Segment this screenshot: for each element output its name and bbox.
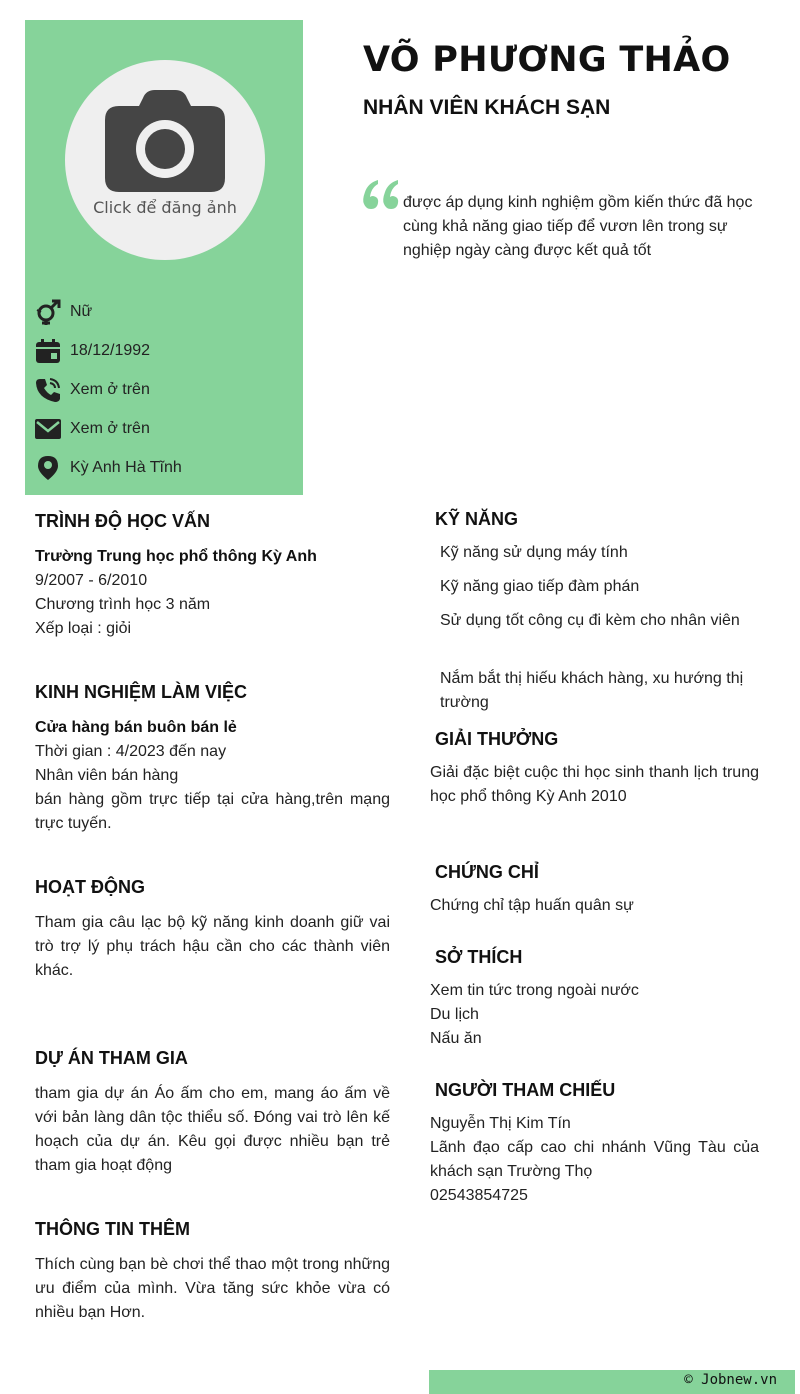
camera-icon — [105, 88, 225, 194]
photo-upload[interactable] — [65, 60, 265, 260]
footer-credit: © Jobnew.vn — [684, 1372, 777, 1388]
activities-text: Tham gia câu lạc bộ kỹ năng kinh doanh giữ vai trò trợ lý phụ trách hậu cần cho các thành viên khác. — [35, 914, 390, 979]
email-icon — [35, 416, 61, 442]
email-text: Xem ở trên — [70, 420, 150, 437]
reference-role: Lãnh đạo cấp cao chi nhánh Vũng Tàu của khách sạn Trường Thọ — [430, 1139, 759, 1180]
projects-title: DỰ ÁN THAM GIA — [35, 1048, 188, 1068]
location-icon — [35, 455, 61, 481]
references-title: NGƯỜI THAM CHIẾU — [435, 1080, 616, 1100]
candidate-name: VÕ PHƯƠNG THẢO — [363, 40, 731, 80]
experience-section — [35, 716, 390, 836]
education-title: TRÌNH ĐỘ HỌC VẤN — [35, 511, 210, 531]
hobby-item: Xem tin tức trong ngoài nước — [430, 982, 639, 999]
birthday-text: 18/12/1992 — [70, 342, 151, 359]
hobby-item: Du lịch — [430, 1006, 479, 1023]
education-school: Trường Trung học phổ thông Kỳ Anh — [35, 548, 317, 565]
education-grade: Xếp loại : giỏi — [35, 620, 132, 637]
photo-upload-label: Click để đăng ảnh — [93, 198, 237, 217]
footer-bar — [429, 1370, 795, 1394]
gender-icon — [35, 299, 61, 325]
hobbies-list — [430, 979, 759, 1051]
phone-text: Xem ở trên — [70, 381, 150, 398]
skills-title: KỸ NĂNG — [435, 509, 519, 529]
skill-item: Kỹ năng sử dụng máy tính — [440, 544, 628, 561]
certificates-title: CHỨNG CHỈ — [435, 862, 539, 882]
experience-time: Thời gian : 4/2023 đến nay — [35, 743, 227, 760]
birthday-row — [35, 337, 150, 365]
job-title: NHÂN VIÊN KHÁCH SẠN — [363, 96, 611, 119]
projects-text: tham gia dự án Áo ấm cho em, mang áo ấm về với bản làng dân tộc thiểu số. Đóng vai trò lên kế hoạch của dự án. Kêu gọi được nhiều bạn trẻ tham gia hoạt động — [35, 1085, 390, 1174]
extra-info-text: Thích cùng bạn bè chơi thể thao một trong những ưu điểm của mình. Vừa tăng sức khỏe vừa có nhiều bạn Hơn. — [35, 1256, 390, 1321]
experience-company: Cửa hàng bán buôn bán lẻ — [35, 719, 237, 736]
certificates-text: Chứng chỉ tập huấn quân sự — [430, 897, 634, 914]
awards-text: Giải đặc biệt cuộc thi học sinh thanh lịch trung học phổ thông Kỳ Anh 2010 — [430, 764, 759, 805]
experience-description: bán hàng gồm trực tiếp tại cửa hàng,trên mạng trực tuyến. — [35, 791, 390, 832]
experience-title: KINH NGHIỆM LÀM VIỆC — [35, 682, 248, 702]
hobbies-title: SỞ THÍCH — [435, 947, 523, 967]
education-period: 9/2007 - 6/2010 — [35, 572, 148, 589]
reference-name: Nguyễn Thị Kim Tín — [430, 1115, 571, 1132]
career-objective: được áp dụng kinh nghiệm gồm kiến thức đã học cùng khả năng giao tiếp để vươn lên trong sự nghiệp ngày càng được kết quả tốt — [403, 194, 753, 259]
references-section — [430, 1112, 759, 1208]
phone-row — [35, 376, 150, 404]
address-row — [35, 454, 182, 482]
phone-icon — [35, 377, 61, 403]
skill-item: Nắm bắt thị hiếu khách hàng, xu hướng thị trường — [440, 670, 744, 711]
quote-icon — [362, 178, 400, 210]
awards-title: GIẢI THƯỞNG — [435, 729, 559, 749]
hobby-item: Nấu ăn — [430, 1030, 482, 1047]
education-program: Chương trình học 3 năm — [35, 596, 211, 613]
activities-title: HOẠT ĐỘNG — [35, 877, 145, 897]
skill-item: Sử dụng tốt công cụ đi kèm cho nhân viên — [440, 612, 740, 629]
gender-text: Nữ — [70, 303, 93, 320]
extra-info-title: THÔNG TIN THÊM — [35, 1219, 190, 1239]
calendar-icon — [35, 338, 61, 364]
skill-item: Kỹ năng giao tiếp đàm phán — [440, 578, 640, 595]
email-row — [35, 415, 150, 443]
address-text: Kỳ Anh Hà Tĩnh — [70, 459, 182, 476]
gender-row — [35, 298, 92, 326]
education-section — [35, 545, 390, 641]
reference-phone: 02543854725 — [430, 1187, 528, 1204]
profile-sidebar — [25, 20, 303, 495]
experience-position: Nhân viên bán hàng — [35, 767, 179, 784]
